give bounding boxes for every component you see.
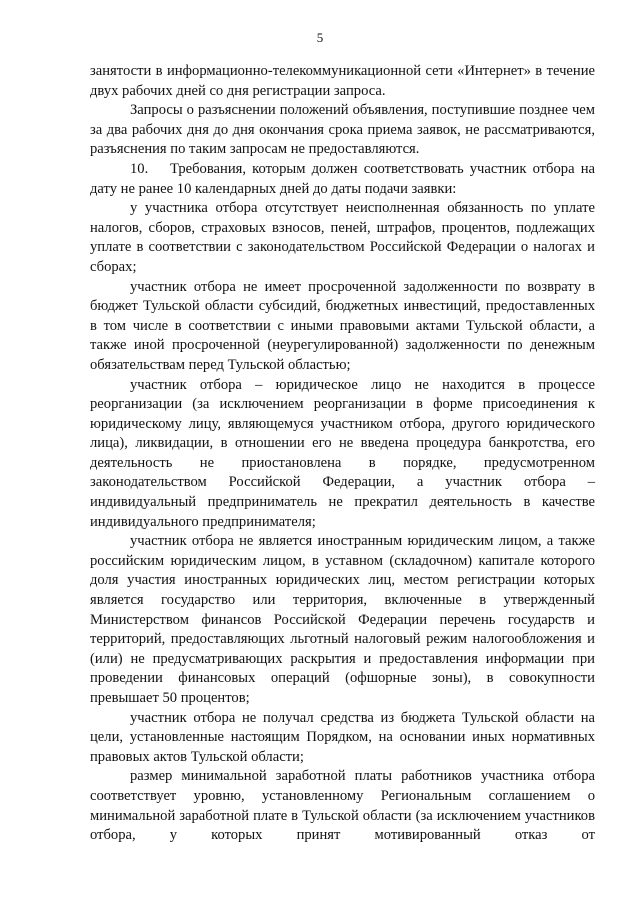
page-number: 5 (316, 30, 324, 45)
paragraph-no-reorganization: участник отбора – юридическое лицо не находится в процессе реорганизации (за исключением реорганизации в форме присоединения к юридическому лицу, являющемуся участником отбора, другого юридического лица), ликвидации, в отношении его не введена процедура банкротства, его деятельность не приостановлена в порядке, предусмотренном законодательством Российской Федерации, а участник отбора – индивидуальный предприниматель не прекратил деятельность в качестве индивидуального предпринимателя; (90, 376, 595, 530)
clause-text: Требования, которым должен соответствовать участник отбора на дату не ранее 10 календарных дней до даты подачи заявки: (90, 160, 595, 197)
paragraph-late-requests: Запросы о разъяснении положений объявления, поступившие позднее чем за два рабочих дня до дня окончания срока приема заявок, не рассматриваются, разъяснения по таким запросам не предоставляются. (90, 102, 595, 158)
paragraph-internet-term: занятости в информационно-телекоммуникационной сети «Интернет» в течение двух рабочих дней со дня регистрации запроса. (90, 63, 595, 99)
paragraph-no-overdue-debt: участник отбора не имеет просроченной задолженности по возврату в бюджет Тульской области субсидий, бюджетных инвестиций, предоставленных в том числе в соответствии с иными правовыми актами Тульской области, а также иной просроченной (неурегулированной) задолженности по денежным обязательствам перед Тульской областью; (90, 278, 595, 373)
paragraph-no-other-funds: участник отбора не получал средства из бюджета Тульской области на цели, установленные настоящим Порядком, на основании иных нормативных правовых актов Тульской области; (90, 709, 595, 765)
paragraph-not-foreign-entity: участник отбора не является иностранным юридическим лицом, а также российским юридическим лицом, в уставном (складочном) капитале которого доля участия иностранных юридических лиц, местом регистрации которых является государство или территория, включенные в утвержденный Министерством финансов Российской Федерации перечень государств и территорий, предоставляющих льготный налоговый режим налогообложения и (или) не предусматривающих раскрытия и предоставления информации при проведении финансовых операций (офшорные зоны), в совокупности превышает 50 процентов; (90, 533, 595, 706)
paragraph-no-tax-debt: у участника отбора отсутствует неисполненная обязанность по уплате налогов, сборов, страховых взносов, пеней, штрафов, процентов, подлежащих уплате в соответствии с законодательством Российской Федерации о налогах и сборах; (90, 200, 595, 275)
clause-number: 10. (130, 160, 149, 177)
paragraph-requirements-10 (90, 160, 595, 199)
document-body (90, 62, 595, 846)
paragraph-minimum-wage: размер минимальной заработной платы работников участника отбора соответствует уровню, установленному Региональным соглашением о минимальной заработной плате в Тульской области (за исключением участников отбора, у которых принят мотивированный отказ от (90, 768, 595, 844)
